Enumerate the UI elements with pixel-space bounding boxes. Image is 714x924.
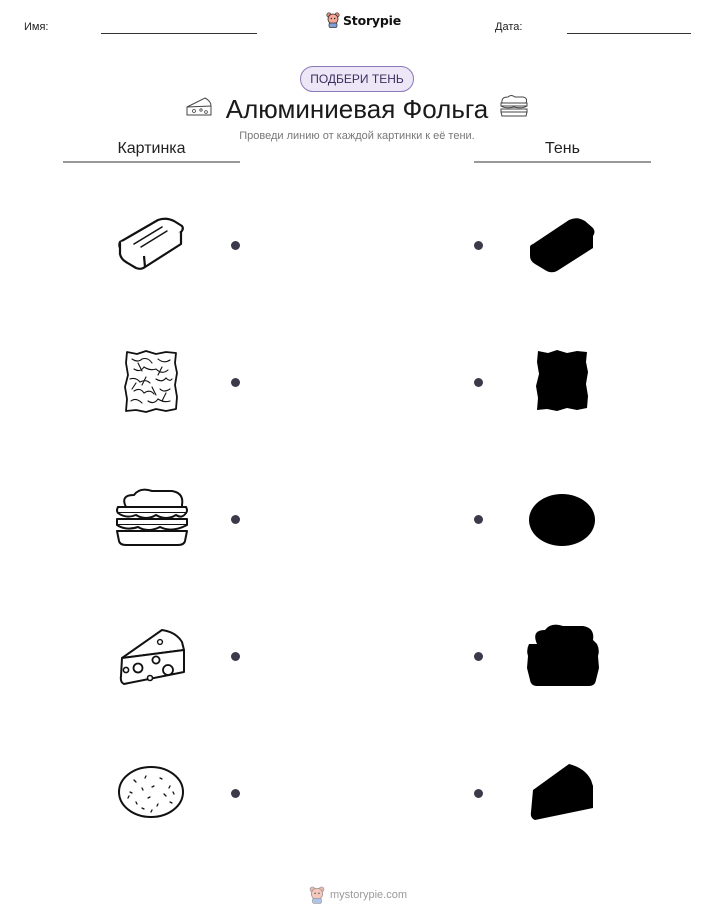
round-shadow: [527, 492, 597, 548]
brand-name: Storypie: [343, 12, 401, 28]
right-dot-1[interactable]: [474, 241, 483, 250]
right-dot-5[interactable]: [474, 789, 483, 798]
cheese-wedge-shadow: [527, 760, 597, 824]
right-dot-3[interactable]: [474, 515, 483, 524]
sandwich-shadow: [523, 622, 603, 690]
footer: [309, 886, 407, 904]
bear-icon: [309, 886, 325, 904]
activity-badge: ПОДБЕРИ ТЕНЬ: [300, 66, 414, 92]
sandwich-icon: [498, 93, 530, 121]
butter-block-shadow: [525, 214, 599, 276]
foil-sheet-shadow: [533, 348, 591, 414]
crumpled-foil-picture: [122, 349, 180, 415]
bear-icon: [326, 12, 340, 28]
column-underline-right: [474, 161, 651, 163]
right-dot-4[interactable]: [474, 652, 483, 661]
footer-url[interactable]: mystorypie.com: [330, 889, 408, 901]
left-dot-3[interactable]: [231, 515, 240, 524]
right-dot-2[interactable]: [474, 378, 483, 387]
column-underline-left: [63, 161, 240, 163]
page-title: Алюминиевая Фольга: [225, 94, 489, 124]
name-line[interactable]: [101, 33, 257, 34]
cheese-wedge-picture: [116, 624, 190, 688]
cookie-picture: [116, 764, 186, 820]
left-dot-1[interactable]: [231, 241, 240, 250]
date-label: Дата:: [495, 21, 523, 33]
sandwich-picture: [112, 485, 192, 553]
left-dot-5[interactable]: [231, 789, 240, 798]
column-header-picture: Картинка: [117, 140, 186, 157]
instructions: Проведи линию от каждой картинки к её тени.: [239, 130, 475, 142]
left-dot-4[interactable]: [231, 652, 240, 661]
date-line[interactable]: [567, 33, 691, 34]
name-label: Имя:: [24, 21, 49, 33]
butter-block-picture: [114, 212, 188, 274]
left-dot-2[interactable]: [231, 378, 240, 387]
column-header-shadow: Тень: [545, 140, 580, 157]
storypie-logo: [326, 12, 401, 28]
